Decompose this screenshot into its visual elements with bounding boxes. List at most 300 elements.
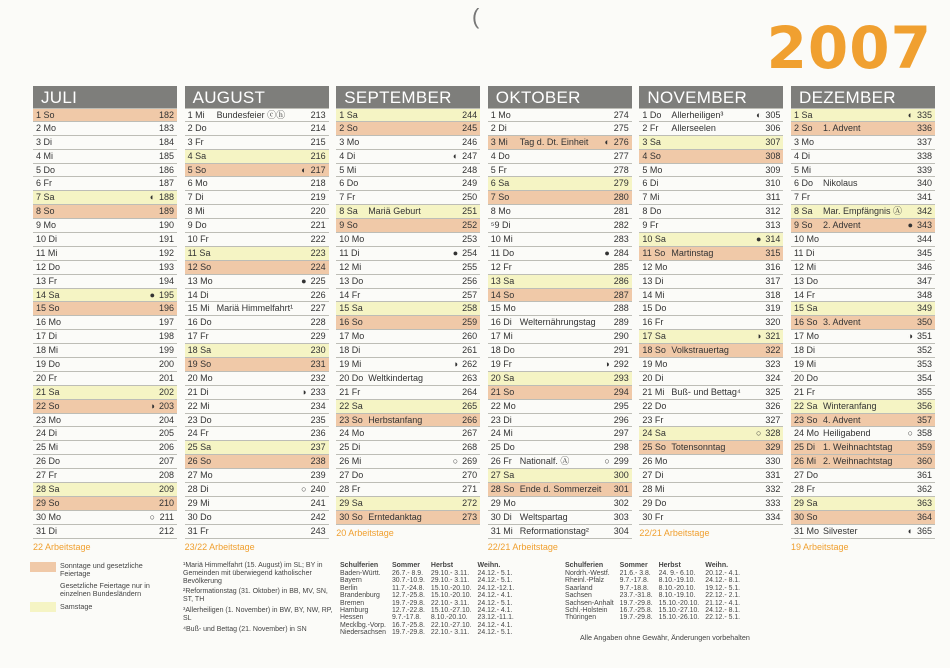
- months-grid: [33, 86, 936, 556]
- day-row: [639, 261, 783, 275]
- day-label: 25 Di: [794, 442, 816, 453]
- holiday-label: 3. Advent: [823, 317, 861, 328]
- day-of-year: 322: [765, 345, 781, 356]
- day-label: 16 Do: [187, 317, 212, 328]
- day-of-year: 333: [765, 497, 781, 508]
- holiday-label: Martinstag: [671, 247, 714, 258]
- day-of-year: 252: [462, 220, 478, 231]
- day-label: 23 Di: [490, 414, 512, 425]
- day-row: [33, 316, 177, 330]
- day-label: 14 Fr: [794, 289, 816, 300]
- day-of-year: 336: [916, 122, 932, 133]
- moon-phase-icon: ○: [604, 456, 610, 467]
- working-days-count: 22 Arbeitstage: [33, 541, 91, 552]
- day-row: [33, 441, 177, 455]
- day-label: 29 Do: [642, 497, 667, 508]
- day-label: 6 Sa: [490, 178, 510, 189]
- day-of-year: 335: [916, 110, 932, 120]
- day-label: 29 Mi: [187, 497, 210, 508]
- schulferien-cell: 20.12.- 4.1.: [705, 570, 741, 577]
- day-label: 10 Fr: [187, 234, 209, 245]
- day-of-year: 275: [613, 122, 629, 133]
- day-row: [488, 400, 632, 414]
- day-label: 14 Fr: [339, 289, 361, 300]
- legend: [30, 562, 175, 617]
- schulferien-row: [340, 600, 520, 607]
- day-of-year: 317: [765, 275, 781, 286]
- day-label: 27 Do: [339, 470, 364, 481]
- month-header: OKTOBER: [488, 86, 632, 108]
- day-row: [33, 455, 177, 469]
- day-row: [33, 497, 177, 511]
- day-row: [185, 191, 329, 205]
- holiday-label: Erntedanktag: [368, 511, 422, 522]
- day-row: [185, 386, 329, 400]
- moon-phase-icon: ●: [907, 220, 913, 231]
- day-label: 12 Do: [36, 261, 61, 272]
- day-of-year: 313: [765, 220, 781, 231]
- day-label: 23 So: [794, 414, 818, 425]
- day-row: [336, 469, 480, 483]
- day-label: 11 Mi: [36, 247, 58, 258]
- day-row: [488, 150, 632, 164]
- day-label: 4 Di: [339, 150, 356, 161]
- footnote: ²Reformationstag (31. Oktober) in BB, MV, SN, ST, TH: [183, 588, 328, 604]
- day-label: 11 Do: [490, 247, 515, 258]
- day-label: 1 So: [36, 110, 55, 120]
- holiday-label: 1. Advent: [823, 122, 861, 133]
- schulferien-cell: 15.10.-20.10.: [658, 599, 700, 607]
- day-row: [639, 441, 783, 455]
- day-of-year: 213: [310, 110, 326, 120]
- day-of-year: 327: [765, 414, 781, 425]
- day-of-year: 226: [310, 289, 326, 300]
- day-of-year: 230: [310, 345, 326, 356]
- day-row: [33, 122, 177, 136]
- day-label: 2 Mo: [36, 122, 57, 133]
- day-of-year: 219: [310, 192, 326, 203]
- day-of-year: 314: [765, 234, 781, 245]
- day-of-year: 196: [158, 303, 174, 314]
- schulferien-row: [340, 614, 520, 621]
- day-of-year: 286: [613, 275, 629, 286]
- day-label: 4 Mi: [36, 150, 54, 161]
- day-of-year: 212: [158, 525, 174, 536]
- day-row: [33, 289, 177, 303]
- schulferien-cell: 19.12.- 5.1.: [705, 584, 741, 592]
- day-label: 16 Mo: [36, 317, 62, 328]
- day-row: [336, 358, 480, 372]
- day-of-year: 326: [765, 400, 781, 411]
- day-label: 17 Di: [36, 331, 58, 342]
- day-label: 10 Mo: [794, 234, 820, 245]
- day-row: [33, 372, 177, 386]
- day-of-year: 311: [766, 192, 781, 203]
- day-label: 28 Fr: [794, 484, 816, 495]
- day-label: 31 Mi: [490, 525, 513, 536]
- day-of-year: 185: [158, 150, 174, 161]
- day-row: [336, 302, 480, 316]
- day-label: 29 Mo: [490, 497, 516, 508]
- schulferien-cell: 8.10.-19.10.: [658, 577, 696, 585]
- schulferien-header: Schulferien: [565, 562, 604, 569]
- day-row: [336, 150, 480, 164]
- day-row: [33, 358, 177, 372]
- day-row: [185, 233, 329, 247]
- moon-phase-icon: ○: [907, 428, 913, 439]
- day-of-year: 360: [916, 456, 932, 467]
- month-header: SEPTEMBER: [336, 86, 480, 108]
- day-of-year: 233: [310, 386, 326, 397]
- day-row: [336, 247, 480, 261]
- legend-regional: Gesetzliche Feiertage nur in einzelnen Bundesländern: [30, 582, 175, 598]
- day-row: [639, 386, 783, 400]
- month-column: [33, 86, 177, 555]
- day-of-year: 288: [613, 303, 629, 314]
- day-row: [639, 108, 783, 122]
- day-of-year: 264: [462, 386, 478, 397]
- day-of-year: 248: [462, 164, 478, 175]
- day-row: [639, 400, 783, 414]
- schulferien-cell: 8.10.-20.10.: [658, 584, 696, 592]
- day-of-year: 262: [462, 359, 478, 370]
- holiday-label: Buß- und Bettag⁴: [671, 386, 741, 397]
- day-row: [33, 400, 177, 414]
- day-of-year: 351: [916, 331, 932, 342]
- moon-phase-icon: ◐: [452, 150, 459, 161]
- schulferien-header: Herbst: [658, 562, 681, 569]
- schulferien-cell: 24.12.- 4.1.: [477, 607, 513, 615]
- moon-phase-icon: ●: [604, 247, 610, 258]
- moon-phase-icon: ◑: [907, 331, 913, 342]
- day-row: [185, 344, 329, 358]
- day-label: 14 Sa: [36, 289, 60, 300]
- schulferien-cell: 12.7.-22.8.: [391, 607, 425, 615]
- day-row: [791, 136, 935, 150]
- day-label: 5 Mo: [642, 164, 663, 175]
- day-row: [33, 469, 177, 483]
- holiday-label: Volkstrauertag: [671, 345, 729, 356]
- day-of-year: 280: [613, 192, 629, 203]
- day-of-year: 235: [310, 414, 326, 425]
- month-header: AUGUST: [185, 86, 329, 108]
- day-of-year: 279: [613, 178, 629, 189]
- day-of-year: 308: [765, 150, 781, 161]
- day-label: 7 So: [490, 192, 510, 203]
- day-row: [185, 511, 329, 525]
- schulferien-cell: 22.12.- 5.1.: [705, 614, 741, 622]
- moon-phase-icon: ◐: [604, 136, 610, 147]
- day-of-year: 194: [158, 275, 174, 286]
- day-row: [185, 497, 329, 511]
- holiday-label: Nikolaus: [823, 178, 858, 189]
- saturday-swatch: [30, 602, 56, 612]
- day-label: 10 Sa: [642, 234, 666, 245]
- day-of-year: 305: [765, 110, 781, 120]
- day-label: 23 Mo: [36, 414, 62, 425]
- day-label: 18 So: [642, 345, 666, 356]
- day-label: 7 Sa: [36, 192, 55, 203]
- day-row: [185, 289, 329, 303]
- day-of-year: 259: [462, 317, 478, 328]
- day-of-year: 330: [765, 456, 781, 467]
- day-row: [488, 427, 632, 441]
- day-row: [185, 302, 329, 316]
- day-row: [336, 108, 480, 122]
- schulferien-row: [340, 622, 520, 629]
- schulferien-cell: 24.12.- 5.1.: [477, 629, 513, 637]
- day-label: 21 Sa: [36, 386, 60, 397]
- day-label: 23 Fr: [642, 414, 664, 425]
- day-label: 18 Di: [794, 345, 816, 356]
- day-of-year: 348: [916, 289, 932, 300]
- day-row: [791, 441, 935, 455]
- day-row: [488, 316, 632, 330]
- day-of-year: 323: [765, 359, 781, 370]
- day-of-year: 244: [462, 110, 478, 120]
- day-of-year: 227: [310, 303, 326, 314]
- holiday-label: Welternährungstag: [519, 317, 596, 328]
- schulferien-cell: 22.10.- 3.11.: [430, 629, 470, 637]
- holiday-label: Tag d. Dt. Einheit: [519, 136, 589, 147]
- day-row: [488, 164, 632, 178]
- day-label: 25 Di: [339, 442, 361, 453]
- day-row: [791, 191, 935, 205]
- day-label: 17 Mo: [339, 331, 365, 342]
- day-of-year: 289: [613, 317, 629, 328]
- day-label: 30 So: [794, 511, 818, 522]
- day-label: 9 So: [794, 220, 813, 231]
- schulferien-header: Herbst: [430, 562, 454, 569]
- working-days-count: 22/21 Arbeitstage: [487, 541, 558, 552]
- holiday-label: Totensonntag: [671, 442, 726, 453]
- day-of-year: 193: [158, 261, 174, 272]
- day-label: 28 Fr: [339, 484, 361, 495]
- day-label: 20 Do: [794, 372, 819, 383]
- day-row: [185, 108, 329, 122]
- day-of-year: 350: [916, 317, 932, 328]
- day-label: 13 Mo: [187, 275, 213, 286]
- day-row: [185, 330, 329, 344]
- day-row: [639, 344, 783, 358]
- day-of-year: 257: [462, 289, 478, 300]
- schulferien-cell: 29.10.- 3.11.: [430, 570, 470, 577]
- day-label: 3 Di: [36, 136, 53, 147]
- day-row: [639, 233, 783, 247]
- day-of-year: 312: [765, 206, 781, 217]
- day-row: [185, 414, 329, 428]
- day-row: [33, 386, 177, 400]
- day-row: [33, 108, 177, 122]
- schulferien-header: Sommer: [391, 562, 420, 569]
- moon-phase-icon: ◑: [149, 400, 155, 411]
- day-of-year: 271: [462, 484, 478, 495]
- day-row: [336, 511, 480, 525]
- day-label: 15 Do: [642, 303, 667, 314]
- day-row: [488, 289, 632, 303]
- day-of-year: 241: [310, 497, 326, 508]
- day-label: 8 Mo: [490, 206, 511, 217]
- day-label: 2 Di: [490, 122, 507, 133]
- day-row: [336, 372, 480, 386]
- schulferien-cell: 24.12.- 8.1.: [705, 577, 741, 585]
- day-label: 10 Mo: [339, 234, 365, 245]
- day-row: [33, 150, 177, 164]
- day-label: 12 Mi: [794, 261, 817, 272]
- schulferien-cell: Saarland: [565, 584, 593, 592]
- day-of-year: 272: [462, 497, 478, 508]
- holiday-label: Allerheiligen³: [671, 110, 724, 120]
- day-label: 6 Di: [642, 178, 659, 189]
- schulferien-cell: Sachsen-Anhalt: [565, 599, 614, 607]
- holiday-label: Herbstanfang: [368, 414, 423, 425]
- day-row: [639, 497, 783, 511]
- day-of-year: 224: [310, 261, 326, 272]
- day-of-year: 340: [916, 178, 932, 189]
- day-of-year: 190: [158, 220, 174, 231]
- day-label: 13 Fr: [36, 275, 58, 286]
- sunday-swatch: [30, 562, 56, 572]
- day-of-year: 198: [158, 331, 174, 342]
- day-label: 4 So: [642, 150, 661, 161]
- day-row: [33, 177, 177, 191]
- day-label: 25 Mi: [36, 442, 59, 453]
- day-of-year: 291: [613, 345, 629, 356]
- day-row: [488, 497, 632, 511]
- day-label: 22 Mo: [490, 400, 516, 411]
- day-label: 13 Do: [794, 275, 819, 286]
- day-row: [185, 219, 329, 233]
- schulferien-cell: 24.12.-12.1.: [477, 584, 515, 592]
- schulferien-cell: 11.7.-24.8.: [391, 584, 425, 592]
- day-of-year: 267: [462, 428, 478, 439]
- day-label: 26 Mo: [642, 456, 668, 467]
- day-of-year: 343: [916, 220, 932, 231]
- day-of-year: 328: [765, 428, 781, 439]
- day-label: 2 So: [339, 122, 358, 133]
- day-label: 29 Sa: [794, 497, 818, 508]
- day-label: 7 Fr: [794, 192, 811, 203]
- day-label: 13 Di: [642, 275, 664, 286]
- day-label: 16 So: [794, 317, 818, 328]
- day-row: [791, 358, 935, 372]
- day-row: [791, 164, 935, 178]
- day-label: 25 Do: [490, 442, 515, 453]
- day-row: [185, 275, 329, 289]
- month-header: JULI: [33, 86, 177, 108]
- day-row: [488, 136, 632, 150]
- day-row: [791, 330, 935, 344]
- day-of-year: 321: [765, 331, 781, 342]
- day-of-year: 310: [765, 178, 781, 189]
- schulferien-cell: 21.6.- 3.8.: [619, 570, 651, 577]
- day-of-year: 217: [310, 164, 326, 175]
- day-label: 30 So: [339, 511, 363, 522]
- day-label: 15 Mi: [187, 303, 210, 314]
- day-row: [639, 469, 783, 483]
- day-label: 30 Mo: [36, 511, 62, 522]
- day-row: [639, 511, 783, 525]
- day-label: 11 Sa: [187, 247, 211, 258]
- day-label: 7 Fr: [339, 192, 356, 203]
- schulferien-cell: Brandenburg: [340, 592, 380, 600]
- day-label: 11 So: [642, 247, 666, 258]
- day-of-year: 302: [613, 497, 629, 508]
- day-of-year: 218: [310, 178, 326, 189]
- day-row: [639, 150, 783, 164]
- day-of-year: 238: [310, 456, 326, 467]
- schulferien-cell: 24. 9.- 6.10.: [658, 570, 696, 577]
- day-label: 31 Fr: [187, 525, 209, 536]
- holiday-label: Mariä Himmelfahrt¹: [216, 303, 294, 314]
- day-of-year: 240: [310, 484, 326, 495]
- day-row: [488, 205, 632, 219]
- day-row: [33, 136, 177, 150]
- day-of-year: 232: [310, 372, 326, 383]
- day-label: 19 Mi: [339, 359, 362, 370]
- day-of-year: 220: [310, 206, 326, 217]
- day-of-year: 334: [765, 511, 781, 522]
- holiday-label: Mar. Empfängnis Ⓐ: [823, 206, 903, 217]
- schulferien-cell: 24.12.- 4.1.: [477, 592, 513, 600]
- schulferien-cell: Thüringen: [565, 614, 597, 622]
- day-row: [639, 302, 783, 316]
- day-of-year: 300: [613, 470, 629, 481]
- day-label: 27 Di: [642, 470, 664, 481]
- day-row: [791, 414, 935, 428]
- day-of-year: 345: [916, 247, 932, 258]
- day-of-year: 182: [158, 110, 174, 120]
- day-row: [791, 427, 935, 441]
- day-label: 9 Fr: [642, 220, 659, 231]
- day-row: [336, 261, 480, 275]
- day-of-year: 249: [462, 178, 478, 189]
- day-row: [33, 525, 177, 539]
- day-of-year: 225: [310, 275, 326, 286]
- day-of-year: 290: [613, 331, 629, 342]
- day-row: [791, 122, 935, 136]
- day-label: 19 So: [187, 359, 212, 370]
- year-title: 2007: [766, 14, 932, 82]
- day-label: 20 Do: [339, 372, 364, 383]
- day-label: 3 Fr: [187, 136, 204, 147]
- schulferien-cell: 24.12.- 5.1.: [477, 577, 513, 585]
- day-label: 19 Mi: [794, 359, 817, 370]
- day-row: [336, 164, 480, 178]
- day-of-year: 270: [462, 470, 478, 481]
- schulferien-cell: 15.10.-27.10.: [658, 607, 700, 615]
- regional-swatch: [30, 582, 56, 592]
- holiday-label: Ende d. Sommerzeit: [519, 484, 602, 495]
- day-of-year: 204: [158, 414, 174, 425]
- day-label: 21 So: [490, 386, 515, 397]
- working-days-count: 22/21 Arbeitstage: [639, 527, 710, 538]
- day-row: [791, 247, 935, 261]
- day-label: 4 Do: [490, 150, 510, 161]
- day-row: [488, 469, 632, 483]
- day-row: [185, 136, 329, 150]
- day-of-year: 359: [916, 442, 932, 453]
- day-of-year: 301: [613, 484, 629, 495]
- day-row: [639, 275, 783, 289]
- day-row: [185, 455, 329, 469]
- day-of-year: 268: [462, 442, 478, 453]
- legend-saturday: Samstage: [30, 602, 175, 613]
- schulferien-cell: 19.7.-29.8.: [391, 599, 425, 607]
- day-of-year: 251: [462, 206, 478, 217]
- day-of-year: 222: [310, 234, 326, 245]
- day-of-year: 266: [462, 414, 478, 425]
